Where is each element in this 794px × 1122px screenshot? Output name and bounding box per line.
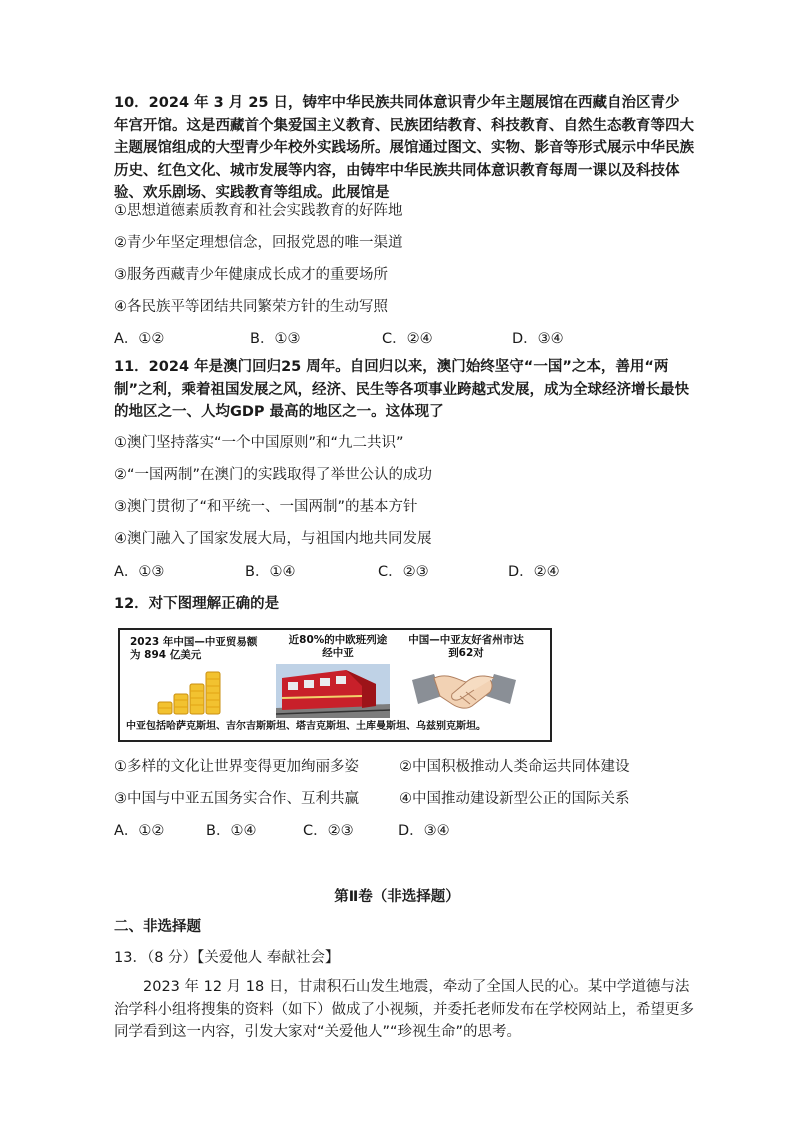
q10-option-2: ②青少年坚定理想信念，回报党恩的唯一渠道 [114, 235, 403, 251]
handshake-icon [412, 666, 516, 714]
q12-choice-a[interactable]: A．①② [114, 823, 165, 839]
q12-options-row-2 [114, 789, 694, 809]
train-icon [276, 664, 390, 718]
part2-title: 第Ⅱ卷（非选择题） [334, 889, 460, 905]
q12-choice-b[interactable]: B．①④ [206, 823, 257, 839]
q11-option-4: ④澳门融入了国家发展大局，与祖国内地共同发展 [114, 531, 432, 547]
q12-option-3: ③中国与中亚五国务实合作、互利共赢 [114, 791, 359, 807]
q12-choice-c[interactable]: C．②③ [303, 823, 354, 839]
q11-option-3: ③澳门贯彻了“和平统一、一国两制”的基本方针 [114, 499, 418, 515]
q11-choice-b[interactable]: B．①④ [245, 564, 296, 580]
q10-stem: 10．2024 年 3 月 25 日，铸牢中华民族共同体意识青少年主题展馆在西藏自治区青少年宫开馆。这是西藏首个集爱国主义教育、民族团结教育、科技教育、自然生态教育等四大主题展馆组成的大型青少年校外实践场所。展馆通过图文、实物、影音等形式展示中华民族历史、红色文化、城市发展等内容，由铸牢中华民族共同体意识教育每周一课以及科技体验、欢乐剧场、实践教育等组成。此展馆是 [114, 95, 694, 201]
q10-option-3: ③服务西藏青少年健康成长成才的重要场所 [114, 267, 388, 283]
q11-choice-d[interactable]: D．②④ [508, 564, 560, 580]
q11-stem: 11．2024 年是澳门回归25 周年。自回归以来，澳门始终坚守“一国”之本，善用“两制”之利，乘着祖国发展之风，经济、民生等各项事业跨越式发展，成为全球经济增长最快的地区之一、人均GDP 最高的地区之一。这体现了 [114, 359, 690, 420]
q10-choice-a[interactable]: A．①② [114, 331, 165, 347]
q12-stem: 12．对下图理解正确的是 [114, 596, 280, 612]
section-heading: 二、非选择题 [114, 919, 201, 935]
q13-paragraph: 2023 年 12 月 18 日，甘肃积石山发生地震，牵动了全国人民的心。某中学道德与法治学科小组将搜集的资料（如下）做成了小视频，并委托老师发布在学校网站上，希望更多同学看到这一内容，引发大家对“关爱他人”“珍视生命”的思考。 [114, 979, 694, 1040]
q10-choices [114, 329, 694, 349]
q11-choices [114, 562, 694, 582]
figure-footnote: 中亚包括哈萨克斯坦、吉尔吉斯斯坦、塔吉克斯坦、土库曼斯坦、乌兹别克斯坦。 [126, 721, 486, 732]
q11-option-1: ①澳门坚持落实“一个中国原则”和“九二共识” [114, 435, 404, 451]
q10-option-1: ①思想道德素质教育和社会实践教育的好阵地 [114, 203, 403, 219]
q10-option-4: ④各民族平等团结共同繁荣方针的生动写照 [114, 299, 388, 315]
q12-options-row-1 [114, 757, 694, 777]
figure-caption-friendship: 中国—中亚友好省州市达到62对 [408, 634, 524, 659]
coin-stack-icon [156, 666, 232, 716]
figure-caption-train: 近80%的中欧班列途经中亚 [288, 634, 388, 659]
figure-caption-trade: 2023 年中国—中亚贸易额为 894 亿美元 [130, 636, 258, 661]
q11-option-2: ②“一国两制”在澳门的实践取得了举世公认的成功 [114, 467, 433, 483]
q10-choice-c[interactable]: C．②④ [382, 331, 433, 347]
q12-choices [114, 821, 694, 841]
q12-figure [118, 628, 552, 742]
q13-heading: 13．（8 分）【关爱他人 奉献社会】 [114, 950, 340, 966]
q11-choice-c[interactable]: C．②③ [378, 564, 429, 580]
q10-choice-b[interactable]: B．①③ [250, 331, 301, 347]
q12-choice-d[interactable]: D．③④ [398, 823, 450, 839]
q12-option-1: ①多样的文化让世界变得更加绚丽多姿 [114, 759, 359, 775]
q11-choice-a[interactable]: A．①③ [114, 564, 165, 580]
q12-option-2: ②中国积极推动人类命运共同体建设 [399, 759, 630, 775]
q10-choice-d[interactable]: D．③④ [512, 331, 564, 347]
q12-option-4: ④中国推动建设新型公正的国际关系 [399, 791, 630, 807]
